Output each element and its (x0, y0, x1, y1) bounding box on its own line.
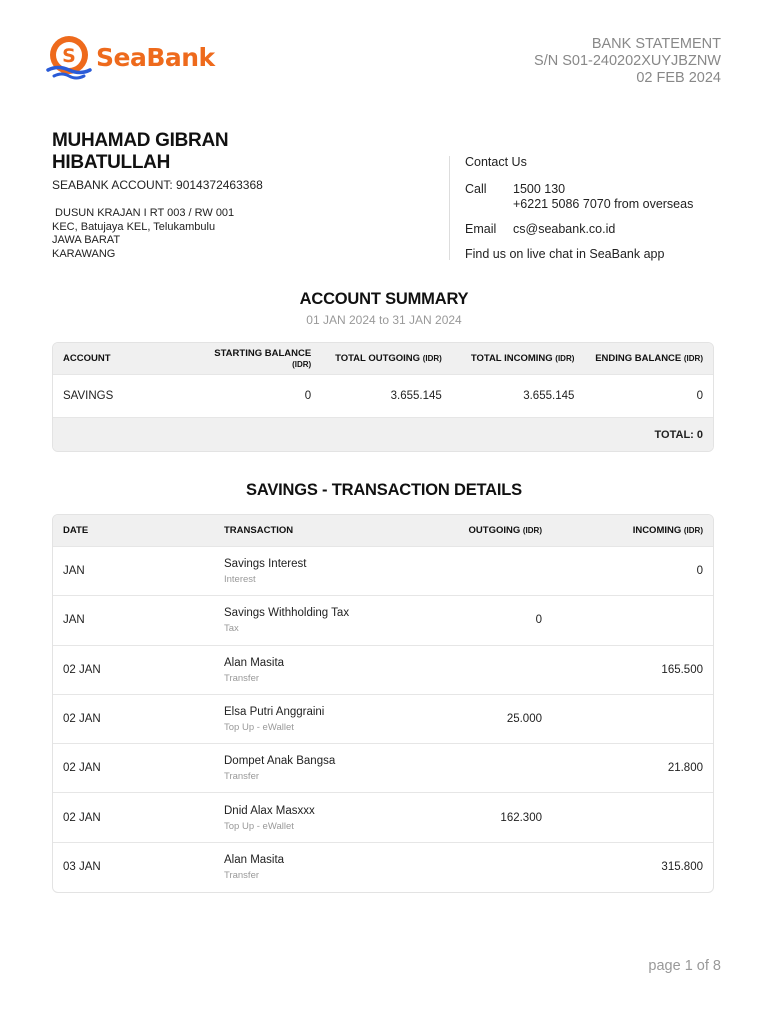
transaction-table (52, 514, 714, 893)
tx-name: Savings Interest (224, 558, 307, 571)
summary-incoming: 3.655.145 (523, 390, 575, 402)
tx-date: 02 JAN (63, 762, 101, 775)
brand-name: SeaBank (96, 42, 215, 72)
customer-address (52, 207, 234, 261)
tx-date: 02 JAN (63, 811, 101, 824)
vertical-divider (449, 156, 450, 260)
table-row (53, 793, 713, 842)
address-line: KARAWANG (52, 247, 116, 260)
statement-date: 02 FEB 2024 (636, 70, 721, 86)
live-chat-note: Find us on live chat in SeaBank app (465, 247, 665, 261)
table-row (53, 646, 713, 695)
tx-type: Interest (224, 574, 256, 586)
col-total-incoming: TOTAL INCOMING (IDR) (470, 353, 575, 364)
col-account: ACCOUNT (63, 353, 111, 364)
tx-type: Top Up - eWallet (224, 722, 294, 734)
summary-starting: 0 (304, 390, 312, 402)
tx-outgoing: 162.300 (500, 811, 542, 824)
call-number-overseas[interactable]: +6221 5086 7070 from overseas (513, 197, 694, 211)
tx-date: 02 JAN (63, 663, 101, 676)
tx-incoming: 165.500 (661, 663, 703, 676)
statement-title: BANK STATEMENT (591, 36, 721, 52)
summary-period: 01 JAN 2024 to 31 JAN 2024 (306, 313, 462, 327)
tx-name: Dnid Alax Masxxx (224, 804, 315, 817)
tx-outgoing: 0 (535, 614, 542, 627)
tx-date: JAN (63, 614, 85, 627)
contact-title: Contact Us (465, 155, 527, 169)
account-summary-table (52, 342, 714, 452)
tx-type: Transfer (224, 771, 260, 783)
address-line: DUSUN KRAJAN I RT 003 / RW 001 (52, 207, 235, 219)
col-total-outgoing: TOTAL OUTGOING (IDR) (335, 353, 442, 364)
summary-ending: 0 (696, 390, 703, 402)
tx-incoming: 0 (696, 565, 703, 578)
contact-call-row (465, 182, 693, 212)
customer-name-line2: HIBATULLAH (52, 152, 171, 173)
statement-serial: S/N S01-240202XUYJBZNW (534, 53, 721, 69)
col-transaction: TRANSACTION (224, 525, 294, 536)
tx-date: 02 JAN (63, 713, 101, 726)
summary-total: TOTAL: 0 (654, 428, 703, 441)
account-summary-title: ACCOUNT SUMMARY (299, 290, 469, 308)
seabank-logo (46, 34, 215, 80)
col-outgoing: OUTGOING (IDR) (468, 525, 542, 536)
col-incoming: INCOMING (IDR) (632, 525, 703, 536)
email-link[interactable]: cs@seabank.co.id (513, 222, 616, 236)
tx-name: Savings Withholding Tax (224, 607, 350, 620)
statement-meta (534, 36, 721, 87)
call-label: Call (465, 182, 487, 196)
seabank-account-number: SEABANK ACCOUNT: 9014372463368 (52, 178, 263, 192)
address-line: JAWA BARAT (52, 234, 121, 246)
table-row (53, 596, 713, 645)
logo-letter: S (62, 45, 76, 67)
table-row (53, 843, 713, 892)
tx-outgoing: 25.000 (506, 713, 542, 726)
summary-account: SAVINGS (63, 390, 114, 402)
tx-date: JAN (63, 565, 85, 578)
summary-header-row (53, 343, 713, 375)
seabank-logo-icon (46, 34, 92, 80)
transaction-header-row (53, 515, 713, 547)
tx-type: Tax (224, 623, 239, 635)
table-row (53, 744, 713, 793)
call-number[interactable]: 1500 130 (513, 182, 566, 196)
col-ending-balance: ENDING BALANCE (IDR) (595, 353, 703, 364)
col-date: DATE (63, 525, 89, 536)
tx-incoming: 315.800 (661, 861, 703, 874)
tx-name: Dompet Anak Bangsa (224, 755, 336, 768)
transaction-details-title: SAVINGS - TRANSACTION DETAILS (246, 481, 522, 499)
page-indicator: page 1 of 8 (648, 958, 721, 974)
contact-email-row (465, 222, 693, 237)
tx-type: Transfer (224, 870, 260, 882)
summary-outgoing: 3.655.145 (390, 390, 442, 402)
summary-total-row (53, 418, 713, 451)
tx-type: Top Up - eWallet (224, 820, 294, 832)
tx-date: 03 JAN (63, 861, 101, 874)
tx-incoming: 21.800 (667, 762, 703, 775)
tx-name: Alan Masita (224, 656, 285, 669)
address-line: KEC, Batujaya KEL, Telukambulu (52, 220, 216, 233)
customer-name-line1: MUHAMAD GIBRAN (52, 130, 229, 151)
tx-type: Transfer (224, 672, 260, 684)
email-label: Email (465, 222, 497, 236)
table-row (53, 375, 713, 418)
contact-block (465, 155, 693, 261)
customer-name (52, 130, 228, 174)
col-starting-balance: STARTING BALANCE (IDR) (214, 347, 312, 369)
table-row (53, 695, 713, 744)
table-row (53, 547, 713, 596)
tx-name: Alan Masita (224, 854, 285, 867)
tx-name: Elsa Putri Anggraini (224, 706, 325, 719)
